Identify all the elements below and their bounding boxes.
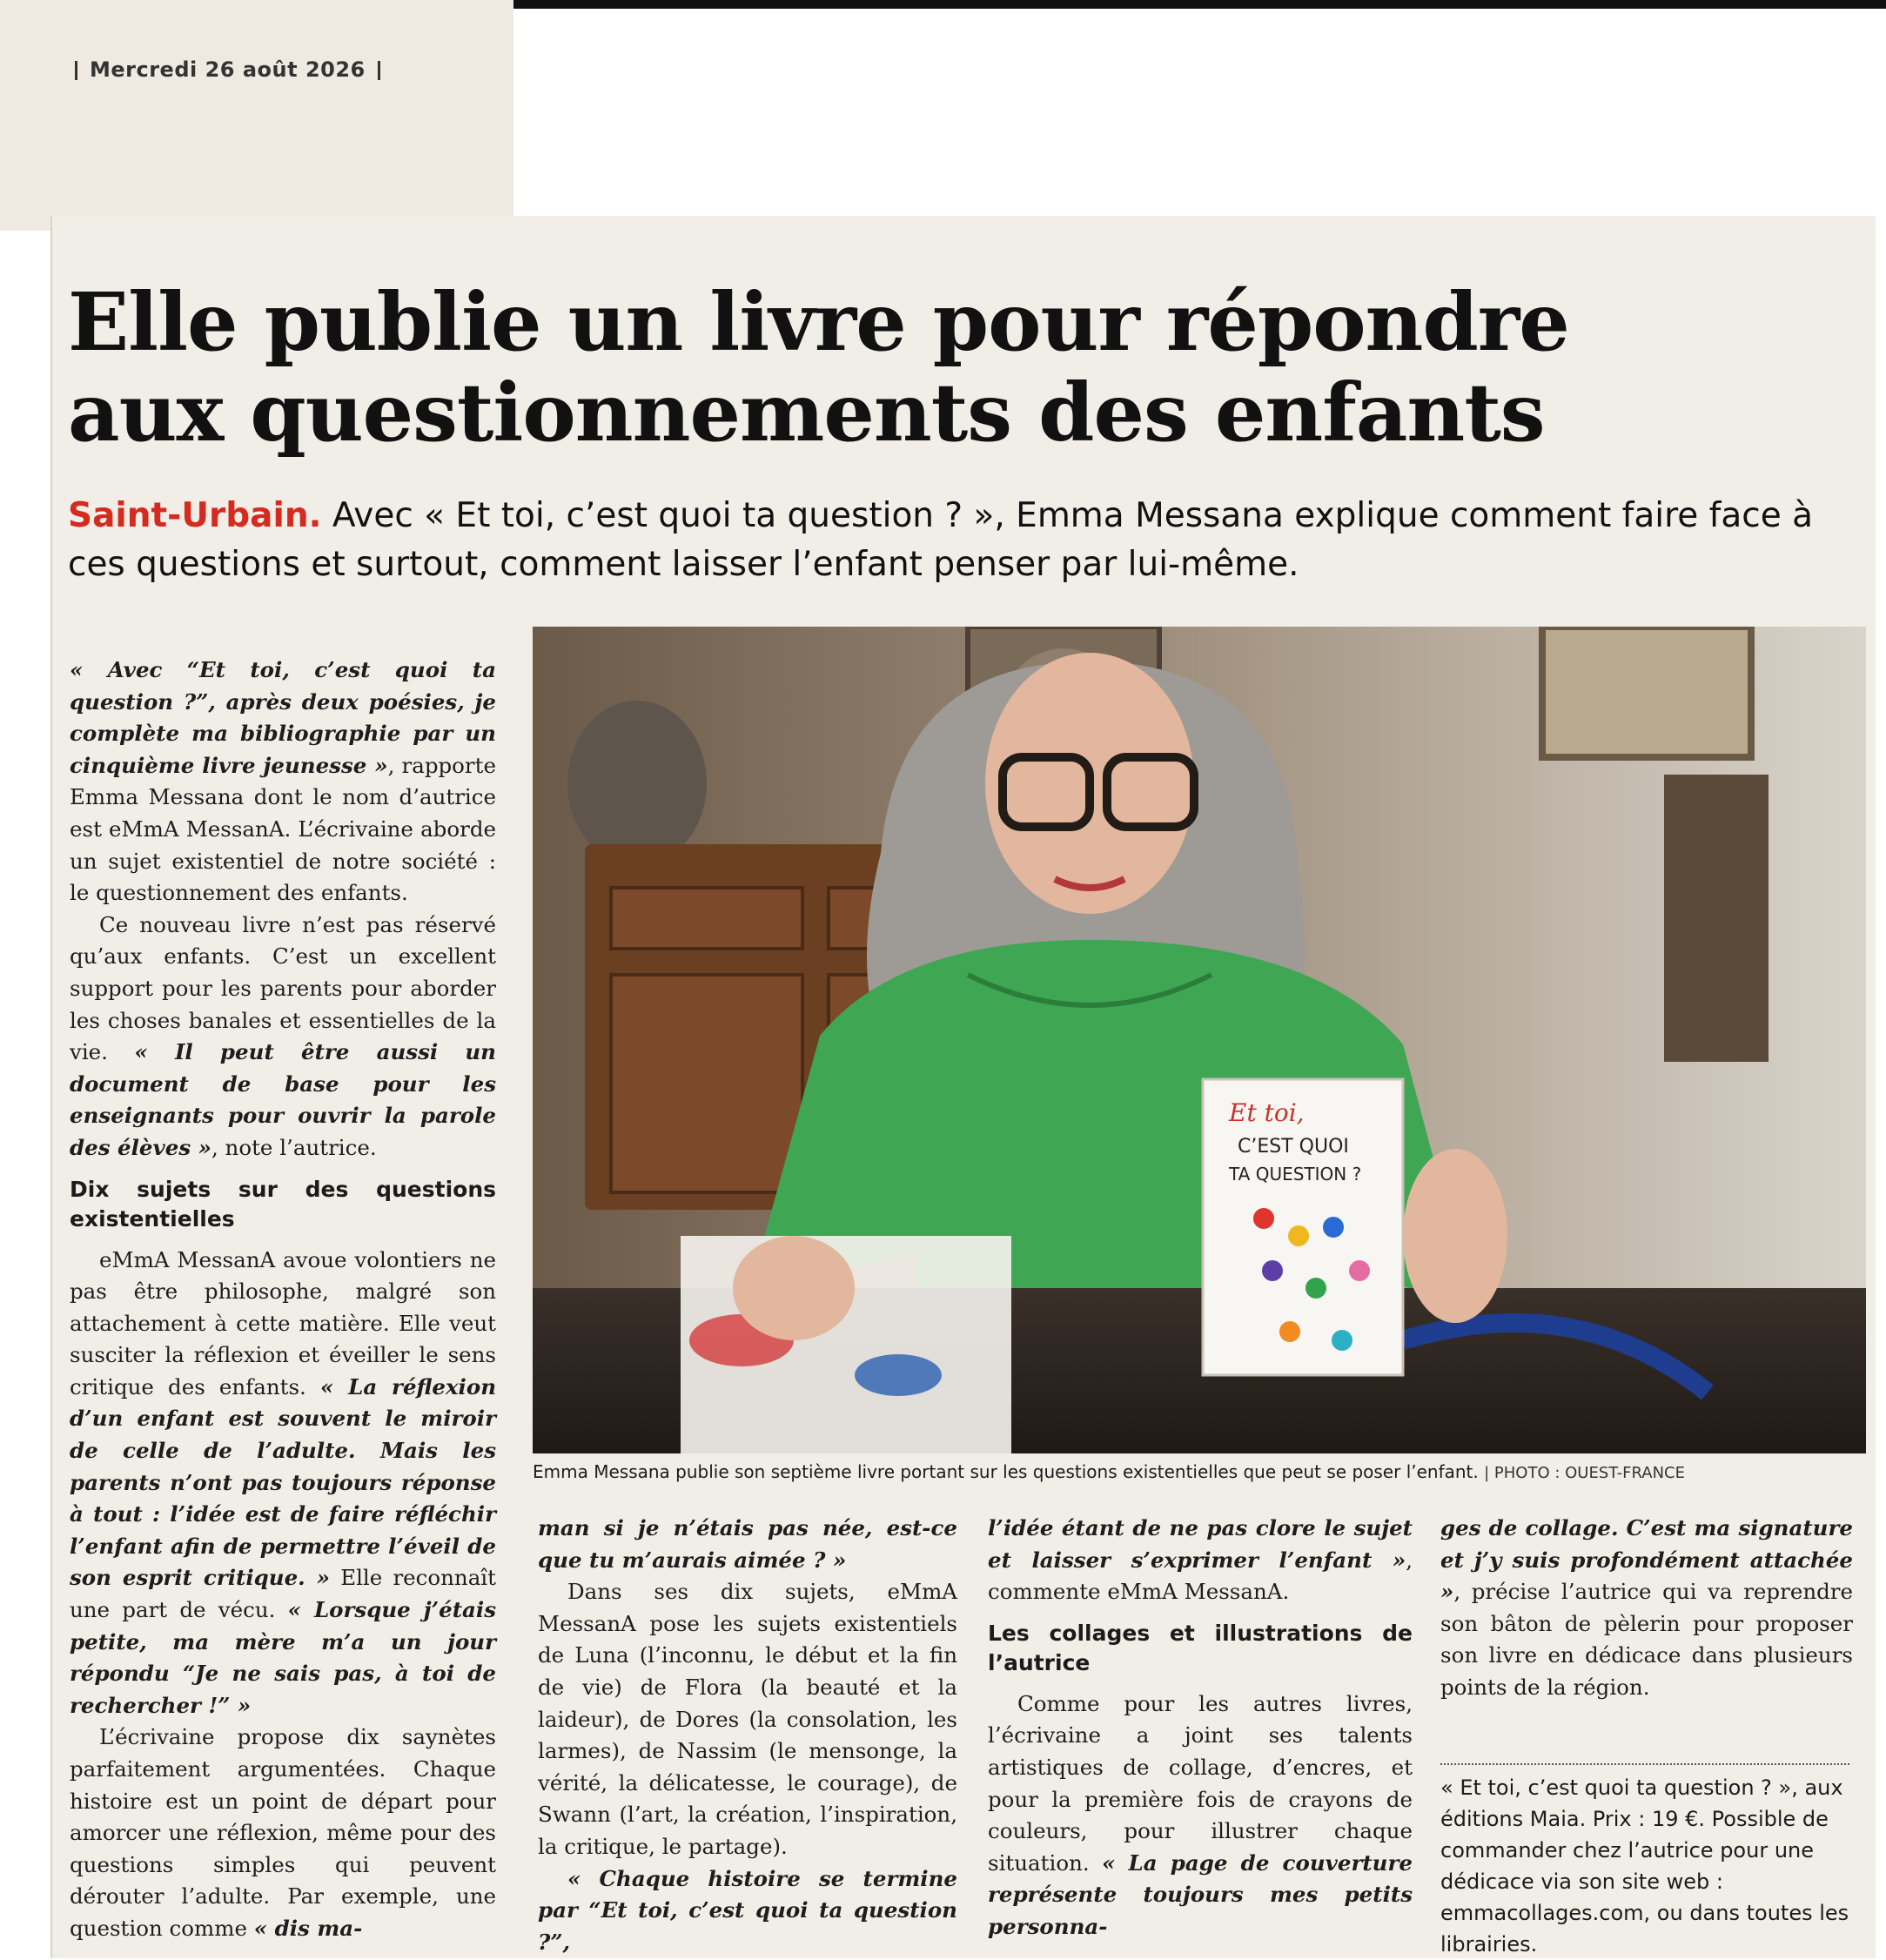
text: Ce nouveau livre n’est pas réservé qu’aux enfants. C’est un excellent support pour les parents pour aborder les choses banales et essentielles de la vie.	[70, 911, 496, 1065]
subheading: Dix sujets sur des questions existentielles	[70, 1176, 496, 1232]
photo-caption	[533, 1459, 1864, 1487]
headline-line-2: aux questionnements des enfants	[68, 366, 1545, 460]
caption-text: Emma Messana publie son septième livre portant sur les questions existentielles que peut se poser l’enfant.	[533, 1461, 1479, 1482]
paragraph	[538, 1513, 957, 1576]
text: Elle reconnaît une part de vécu.	[70, 1565, 496, 1623]
subheading: Les collages et illustrations de l’autrice	[988, 1620, 1413, 1675]
book-title-line-3: TA QUESTION ?	[1229, 1164, 1362, 1185]
kicker	[68, 492, 1852, 589]
text: , commente eMmA MessanA.	[988, 1547, 1413, 1605]
book-title-line-1: Et toi,	[1229, 1098, 1305, 1127]
info-box: « Et toi, c’est quoi ta question ? », aux éditions Maia. Prix : 19 €. Possible de commander chez l’autrice pour une dédicace via son site web : emmacollages.com, ou dans toutes les librairies.	[1440, 1775, 1849, 1957]
article-photo	[533, 627, 1866, 1453]
article-column-4	[1440, 1513, 1853, 1704]
quote: « La page de couverture représente toujours mes petits personna-	[988, 1849, 1413, 1939]
text: L’écrivaine propose dix saynètes parfaitement argumentées. Chaque histoire est un point de départ pour amorcer une réflexion, même pour des questions simples qui peuvent dérouter l’adulte. Par exemple, une question comme	[70, 1724, 496, 1941]
article-column-2	[538, 1513, 957, 1958]
date-bar-left	[75, 61, 77, 80]
text: , précise l’autrice qui va reprendre son bâton de pèlerin pour proposer son livre en dédicace dans plusieurs points de la région.	[1440, 1579, 1853, 1700]
paragraph	[70, 654, 496, 910]
paragraph	[1440, 1513, 1853, 1704]
text: Comme pour les autres livres, l’écrivaine a joint ses talents artistiques de collage, d’encres, et pour la première fois de crayons de couleurs, pour illustrer chaque situation.	[988, 1690, 1413, 1876]
info-box-divider	[1440, 1763, 1849, 1765]
paragraph	[70, 1722, 496, 1944]
paragraph	[70, 910, 496, 1165]
article-column-1	[70, 654, 496, 1945]
headline-line-1: Elle publie un livre pour répondre	[68, 275, 1569, 369]
article-column-3	[988, 1513, 1413, 1943]
quote: ges de collage. C’est ma signature et j’y suis profondément attachée »	[1440, 1515, 1853, 1605]
text: Dans ses dix sujets, eMmA MessanA pose les sujets existentiels de Luna (l’inconnu, le début et la fin de vie) de Flora (la beauté et la laideur), de Dores (la consolation, les larmes), de Nassim (le mensonge, la vérité, la délicatesse, le courage), de Swann (l’art, la création, l’inspiration, la critique, le partage).	[538, 1579, 957, 1859]
quote: « Chaque histoire se termine par “Et toi, c’est quoi ta question ?”,	[538, 1865, 957, 1955]
quote: « Lorsque j’étais petite, ma mère m’a un jour répondu “Je ne sais pas, à toi de rechercher !” »	[70, 1597, 496, 1718]
quote: « La réflexion d’un enfant est souvent le miroir de celle de l’adulte. Mais les parents n’ont pas toujours réponse à tout : l’idée est de faire réfléchir l’enfant afin de permettre l’éveil de son esprit critique. »	[70, 1373, 497, 1591]
paragraph	[538, 1863, 957, 1959]
date-text: Mercredi 26 août 2026	[90, 57, 366, 82]
quote: man si je n’étais pas née, est-ce que tu m’aurais aimée ? »	[538, 1515, 957, 1573]
date-bar-right	[378, 61, 380, 80]
book-cover	[1203, 1079, 1403, 1375]
date-line	[63, 57, 393, 82]
book-title-line-2: C’EST QUOI	[1238, 1136, 1349, 1158]
text: , rapporte Emma Messana dont le nom d’autrice est eMmA MessanA. L’écrivaine aborde un sujet existentiel de notre société : le questionnement des enfants.	[70, 752, 496, 906]
quote: l’idée étant de ne pas clore le sujet et laisser s’exprimer l’enfant »	[988, 1515, 1413, 1573]
photo-illustration	[533, 627, 1866, 1453]
paragraph	[538, 1576, 957, 1863]
quote: « dis ma-	[253, 1915, 363, 1941]
clipping-top-tab	[0, 0, 513, 231]
photo-credit: | PHOTO : OUEST-FRANCE	[1484, 1464, 1685, 1482]
text: , note l’autrice.	[211, 1134, 377, 1160]
paragraph	[988, 1513, 1413, 1608]
kicker-place: Saint-Urbain.	[68, 496, 322, 535]
text: eMmA MessanA avoue volontiers ne pas être philosophe, malgré son attachement à cette matière. Elle veut susciter la réflexion et éveiller le sens critique des enfants.	[70, 1246, 496, 1400]
paragraph	[70, 1245, 496, 1722]
headline	[68, 277, 1852, 458]
kicker-text: Avec « Et toi, c’est quoi ta question ? », Emma Messana explique comment faire face à ces questions et surtout, comment laisser l’enfant penser par lui-même.	[68, 496, 1814, 584]
quote: « Il peut être aussi un document de base pour les enseignants pour ouvrir la parole des élèves »	[70, 1039, 496, 1160]
page-top-rule	[513, 0, 1886, 9]
quote: « Avec “Et toi, c’est quoi ta question ?”, après deux poésies, je complète ma bibliographie par un cinquième livre jeunesse »	[70, 657, 496, 778]
paragraph	[988, 1688, 1413, 1943]
